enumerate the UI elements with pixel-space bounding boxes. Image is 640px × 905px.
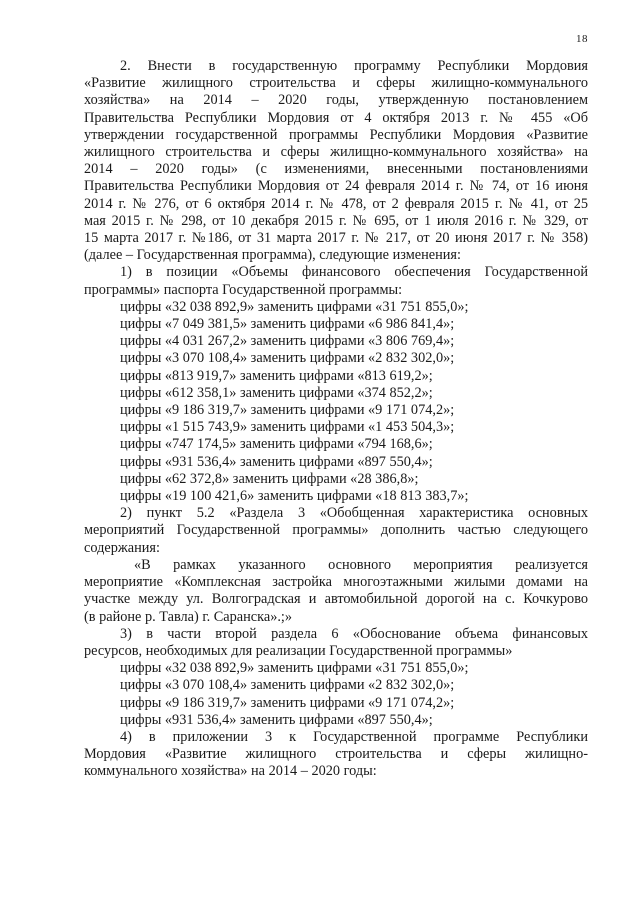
text-line: участке между ул. Волгоградская и автомобильной дорогой на с. Кочкурово <box>84 591 588 608</box>
subitem-1 <box>84 264 588 505</box>
replacement-item: цифры «32 038 892,9» заменить цифрами «31 751 855,0»; <box>120 660 469 677</box>
text-line: 15 марта 2017 г. №186, от 31 марта 2017 г. № 217, от 20 июня 2017 г. № 358) <box>84 230 588 247</box>
text-line: содержания: <box>84 539 160 556</box>
text-line: 2014 г. № 276, от 6 октября 2014 г. № 478, от 2 февраля 2015 г. № 41, от 25 <box>84 195 588 212</box>
replacement-list <box>84 660 588 729</box>
text-line: «В рамках указанного основного мероприятия реализуется <box>134 556 588 573</box>
replacement-item: цифры «7 049 381,5» заменить цифрами «6 986 841,4»; <box>120 316 455 333</box>
replacement-item: цифры «747 174,5» заменить цифрами «794 168,6»; <box>120 436 433 453</box>
replacement-item: цифры «612 358,1» заменить цифрами «374 852,2»; <box>120 384 433 401</box>
replacement-item: цифры «32 038 892,9» заменить цифрами «31 751 855,0»; <box>120 298 469 315</box>
subitem-2 <box>84 505 588 557</box>
text-line: жилищного строительства и сферы жилищно-коммунального хозяйства» на <box>84 144 588 161</box>
page-number: 18 <box>576 33 588 45</box>
replacement-item: цифры «3 070 108,4» заменить цифрами «2 832 302,0»; <box>120 350 455 367</box>
text-line: (далее – Государственная программа), следующие изменения: <box>84 247 461 264</box>
replacement-item: цифры «1 515 743,9» заменить цифрами «1 453 504,3»; <box>120 419 455 436</box>
text-line: 1) в позиции «Объемы финансового обеспечения Государственной <box>120 264 588 281</box>
inserted-quote <box>84 557 588 626</box>
replacement-item: цифры «9 186 319,7» заменить цифрами «9 171 074,2»; <box>120 694 455 711</box>
replacement-item: цифры «4 031 267,2» заменить цифрами «3 806 769,4»; <box>120 333 455 350</box>
document-body <box>84 58 588 781</box>
text-line: «Развитие жилищного строительства и сферы жилищно-коммунального <box>84 75 588 92</box>
text-line: утверждении государственной программы Республики Мордовия «Развитие <box>84 126 588 143</box>
text-line: 4) в приложении 3 к Государственной программе Республики <box>120 728 588 745</box>
text-line: Правительства Республики Мордовия от 4 октября 2013 г. № 455 «Об <box>84 109 588 126</box>
subitem-3 <box>84 626 588 729</box>
replacement-item: цифры «9 186 319,7» заменить цифрами «9 171 074,2»; <box>120 402 455 419</box>
text-line: хозяйства» на 2014 – 2020 годы, утвержденную постановлением <box>84 92 588 109</box>
text-line: 2014 – 2020 годы» (с изменениями, внесенными постановлениями <box>84 161 588 178</box>
text-line: мая 2015 г. № 298, от 10 декабря 2015 г. № 695, от 1 июля 2016 г. № 329, от <box>84 212 588 229</box>
text-line: (в районе р. Тавла) г. Саранска».;» <box>84 608 293 625</box>
text-line: 2) пункт 5.2 «Раздела 3 «Обобщенная характеристика основных <box>120 505 588 522</box>
text-line: Правительства Республики Мордовия от 24 февраля 2014 г. № 74, от 16 июня <box>84 178 588 195</box>
text-line: Мордовия «Развитие жилищного строительства и сферы жилищно- <box>84 746 588 763</box>
replacement-item: цифры «813 919,7» заменить цифрами «813 619,2»; <box>120 367 433 384</box>
replacement-item: цифры «62 372,8» заменить цифрами «28 386,8»; <box>120 470 419 487</box>
text-line: 3) в части второй раздела 6 «Обоснование объема финансовых <box>120 625 588 642</box>
text-line: мероприятий Государственной программы» дополнить частью следующего <box>84 522 588 539</box>
replacement-item: цифры «931 536,4» заменить цифрами «897 550,4»; <box>120 453 433 470</box>
item-2-paragraph <box>84 58 588 264</box>
replacement-list <box>84 299 588 505</box>
text-line: мероприятие «Комплексная застройка многоэтажными жилыми домами на <box>84 574 588 591</box>
text-line: коммунального хозяйства» на 2014 – 2020 годы: <box>84 763 377 780</box>
text-line: ресурсов, необходимых для реализации Государственной программы» <box>84 642 513 659</box>
replacement-item: цифры «19 100 421,6» заменить цифрами «18 813 383,7»; <box>120 488 469 505</box>
text-line: 2. Внести в государственную программу Республики Мордовия <box>120 58 588 74</box>
text-line: программы» паспорта Государственной программы: <box>84 281 403 298</box>
replacement-item: цифры «931 536,4» заменить цифрами «897 550,4»; <box>120 711 433 728</box>
subitem-4 <box>84 729 588 781</box>
replacement-item: цифры «3 070 108,4» заменить цифрами «2 832 302,0»; <box>120 677 455 694</box>
